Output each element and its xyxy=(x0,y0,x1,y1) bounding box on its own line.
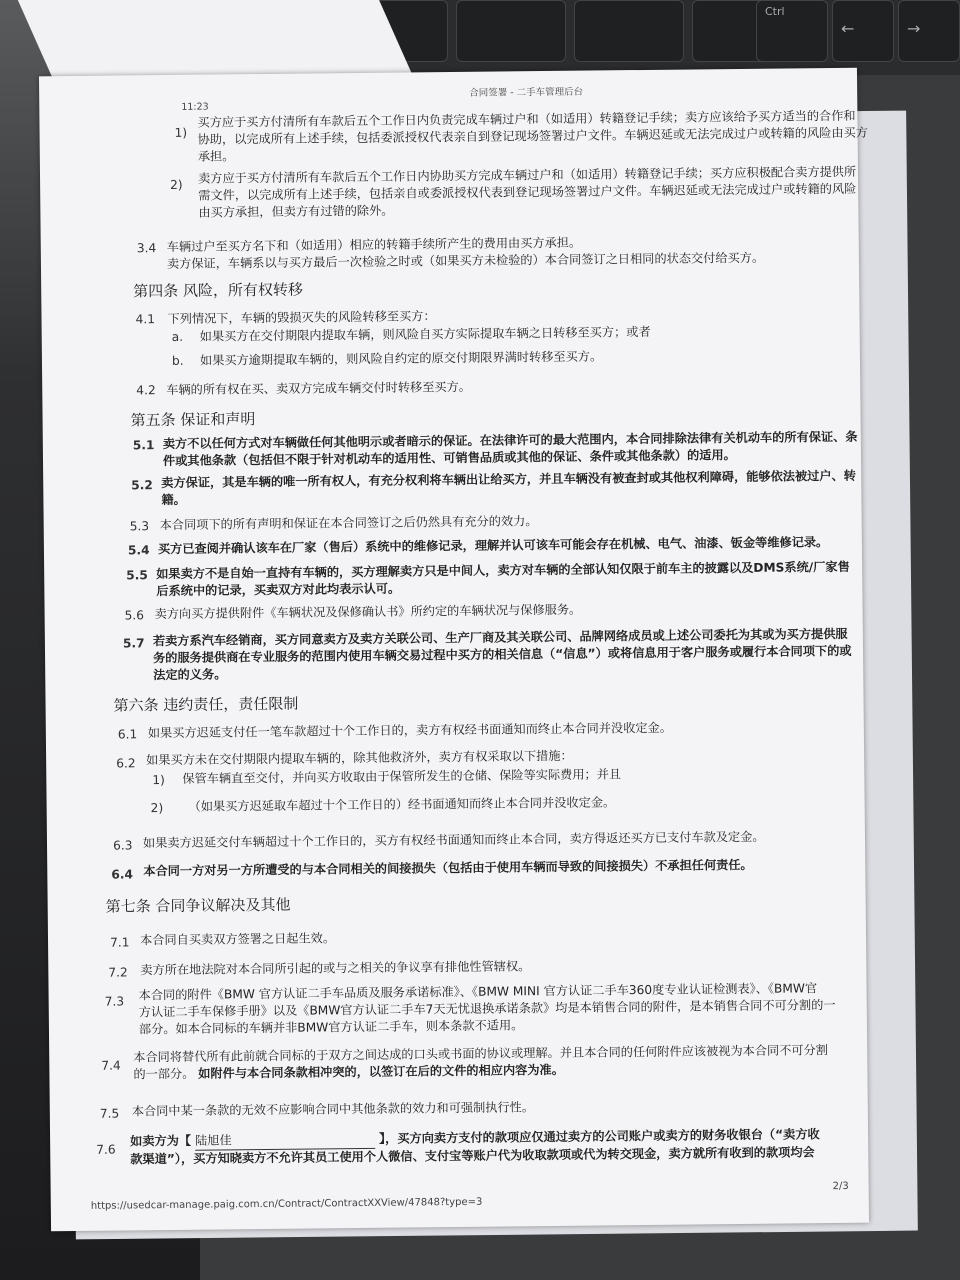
clause-text: 如卖方为【 陆旭佳 】，买方向卖方支付的款项应仅通过卖方的公司账户或卖方的财务收银台（“卖方收 款渠道”），买方知晓卖方不允许其员工使用个人微信、支付宝等账户代为收取款项或代为转交现金，卖方就所有收到的款项均会 xyxy=(130,1127,820,1167)
clause-number: 5.2 xyxy=(131,478,153,493)
clause-number: b. xyxy=(171,353,184,368)
clause-text: 如果卖方迟延交付车辆超过十个工作日的，买方有权经书面通知而终止本合同，卖方得返还买方已支付车款及定金。 xyxy=(142,829,765,851)
clause-number: 6.2 xyxy=(116,756,136,771)
clause-text: 本合同中某一条款的无效不应影响合同中其他条款的效力和可强制执行性。 xyxy=(131,1100,535,1119)
clause-number: 5.4 xyxy=(127,543,150,558)
contract-page xyxy=(39,68,869,1232)
article-heading: 第四条 风险，所有权转移 xyxy=(133,280,304,301)
clause-text: 下列情况下，车辆的毁损灭失的风险转移至买方： xyxy=(167,309,436,326)
clause-text: 本合同一方对另一方所遭受的与本合同相关的间接损失（包括由于使用车辆而导致的间接损失）不承担任何责任。 xyxy=(143,857,753,879)
clause-number: 4.2 xyxy=(136,383,156,398)
clause-text: 买方应于买方付清所有车款后五个工作日内负责完成车辆过户和（如适用）转籍登记手续；卖方应该给予买方适当的合作和 协助，以完成所有上述手续，包括委派授权代表亲自到登记现场签署过户文件。车辆迟延或无法完成过户或转籍的风险由买方 承担。 xyxy=(197,108,868,164)
clause-number: 6.4 xyxy=(111,867,134,882)
clause-text: 卖方应于买方付清所有车款后五个工作日内协助买方完成车辆过户和（如适用）转籍登记手续；买方应积极配合卖方提供所 需文件，以完成所有上述手续，包括亲自或委派授权代表到登记现场签署过户文件。车辆迟延或无法完成过户或转籍的风险 由买方承担，但卖方有过错的除外。 xyxy=(197,164,857,220)
clause-number: 5.7 xyxy=(122,636,145,651)
clause-text: 卖方向买方提供附件《车辆状况及保修确认书》所约定的车辆状况与保修服务。 xyxy=(154,602,582,622)
clause-number: 5.3 xyxy=(129,519,150,534)
clause-text: 本合同项下的所有声明和保证在本合同签订之后仍然具有充分的效力。 xyxy=(159,514,538,533)
clause-number: 7.4 xyxy=(101,1058,121,1073)
keyboard-key xyxy=(456,0,566,62)
clause-number: 6.1 xyxy=(117,727,138,742)
clause-number: 3.4 xyxy=(136,241,157,256)
article-heading: 第五条 保证和声明 xyxy=(130,410,256,430)
clause-text: 如果买方在交付期限内提取车辆，则风险自买方实际提取车辆之日转移至买方；或者 xyxy=(199,324,651,344)
clause-text: 车辆过户至买方名下和（如适用）相应的转籍手续所产生的费用由买方承担。 卖方保证，车辆系以与买方最后一次检验之时或（如果买方未检验的）本合同签订之日相同的状态交付给买方。 xyxy=(166,235,765,271)
print-header-title: 合同签署 - 二手车管理后台 xyxy=(469,86,584,99)
clause-text: 本合同自买卖双方签署之日起生效。 xyxy=(139,931,336,948)
article-heading: 第七条 合同争议解决及其他 xyxy=(105,895,291,916)
clause-number: 7.6 xyxy=(96,1142,116,1157)
clause-text: 如果卖方不是自始一直持有车辆的，买方理解卖方只是中间人，卖方对车辆的全部认知仅限于前车主的披露以及DMS系统/厂家售 后系统中的记录，买卖双方对此均表示认可。 xyxy=(156,559,850,599)
seller-name-field[interactable]: 陆旭佳 xyxy=(195,1131,375,1151)
clause-text: 保管车辆直至交付，并向买方收取由于保管所发生的仓储、保险等实际费用；并且 xyxy=(182,767,622,786)
ctrl-key: Ctrl xyxy=(756,0,828,62)
print-footer-url: https://usedcar-manage.paig.com.cn/Contract/ContractXXView/47848?type=3 xyxy=(90,1196,483,1212)
clause-number: 2) xyxy=(170,177,183,192)
clause-number: 5.5 xyxy=(126,568,148,583)
clause-number: 7.1 xyxy=(109,935,130,950)
clause-number: 6.3 xyxy=(112,838,133,853)
clause-number: a. xyxy=(171,329,184,344)
clause-number: 5.6 xyxy=(124,608,145,623)
clause-number: 4.1 xyxy=(135,312,155,327)
keyboard-key xyxy=(574,0,684,62)
clause-text: （如果买方迟延取车超过十个工作日的）经书面通知而终止本合同并没收定金。 xyxy=(188,795,616,814)
clause-text: 卖方保证，其是车辆的唯一所有权人，有充分权利将车辆出让给买方，并且车辆没有被查封或其他权利障碍，能够依法被过户、转 籍。 xyxy=(161,468,856,508)
clause-text: 本合同的附件《BMW 官方认证二手车品质及服务承诺标准》、《BMW MINI 官方认证二手车360度专业认证检测表》、《BMW官 方认证二手车保修手册》以及《BMW官方认证二手车7天无忧退换承诺条款》均是本销售合同的附件，是本销售合同不可分割的一 部分。如本合同标的车辆并非BMW官方认证二手车，则本条款不适用。 xyxy=(138,981,836,1037)
clause-text: 卖方所在地法院对本合同所引起的或与之相关的争议享有排他性管辖权。 xyxy=(140,959,531,978)
clause-number: 1) xyxy=(152,773,165,788)
clause-number: 5.1 xyxy=(132,438,155,453)
clause-text: 本合同将替代所有此前就合同标的于双方之间达成的口头或书面的协议或理解。并且本合同的任何附件应该被视为本合同不可分割 的一部分。 如附件与本合同条款相冲突的，以签订在后的文件的相应内容为准。 xyxy=(133,1043,828,1082)
clause-number: 7.2 xyxy=(108,965,128,980)
right-arrow-key: → xyxy=(898,0,960,62)
left-arrow-key: ← xyxy=(832,0,894,62)
print-time: 11:23 xyxy=(181,101,209,113)
clause-text: 车辆的所有权在买、卖双方完成车辆交付时转移至买方。 xyxy=(166,379,472,397)
clause-text: 卖方不以任何方式对车辆做任何其他明示或者暗示的保证。在法律许可的最大范围内，本合同排除法律有关机动车的所有保证、条 件或其他条款（包括但不限于针对机动车的适用性、可销售品质或其他的保证、条件或其他条款）的适用。 xyxy=(162,429,858,469)
clause-number: 7.5 xyxy=(99,1106,120,1121)
page-number: 2/3 xyxy=(832,1180,849,1193)
clause-number: 2) xyxy=(150,801,164,816)
clause-text: 如果买方逾期提取车辆的，则风险自约定的原交付期限界满时转移至买方。 xyxy=(199,349,603,368)
article-heading: 第六条 违约责任，责任限制 xyxy=(113,694,299,715)
clause-text: 买方已查阅并确认该车在厂家（售后）系统中的维修记录，理解并认可该车可能会存在机械、电气、油漆、钣金等维修记录。 xyxy=(157,535,829,557)
clause-text: 如果买方迟延支付任一笔车款超过十个工作日的，卖方有权经书面通知而终止本合同并没收定金。 xyxy=(147,720,672,741)
clause-text: 如果买方未在交付期限内提取车辆的，除其他救济外，卖方有权采取以下措施： xyxy=(146,748,573,768)
clause-text: 若卖方系汽车经销商，买方同意卖方及卖方关联公司、生产厂商及其关联公司、品牌网络成员或上述公司委托为其或为买方提供服 务的服务提供商在专业服务的范围内使用车辆交易过程中买方的相关信息（“信息”）或将信息用于客户服务或履行本合同项下的或 法定的义务。 xyxy=(152,626,852,683)
clause-number: 7.3 xyxy=(104,994,125,1009)
clause-number: 1) xyxy=(174,125,188,140)
